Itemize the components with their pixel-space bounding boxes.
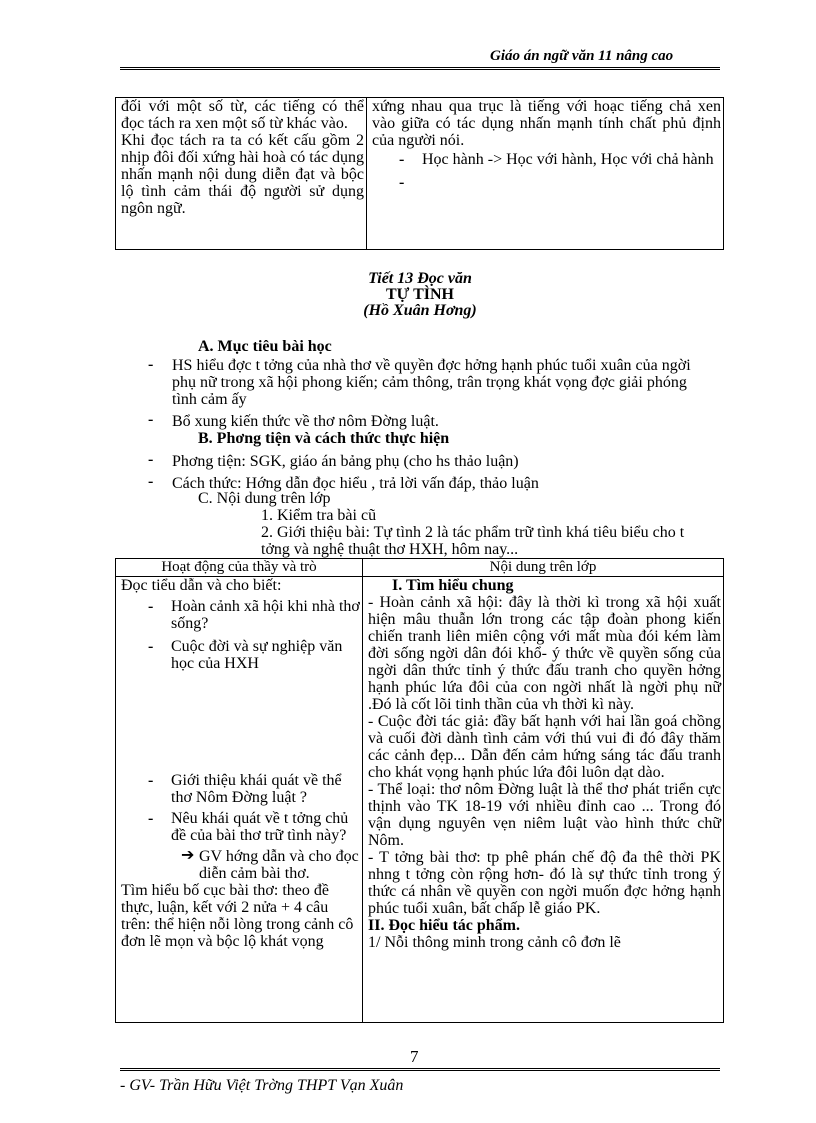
right-para-3: - Thể loại: thơ nôm Đờng luật là thể thơ phát triển cực thịnh vào TK 18-19 với nhiều đỉnh cao ... Trong đó vận dụng nguyên vẹn niêm luật vào hình thức chữ Nôm. [368,781,721,849]
section-c-item-2: 2. Giới thiệu bài: Tự tình 2 là tác phẩm trữ tình khá tiêu biểu cho t tởng và nghệ thuật thơ HXH, hôm nay... [261,524,685,558]
dash-icon: - [148,356,154,373]
page-number: 7 [410,1047,419,1066]
right-heading-1: I. Tìm hiểu chung [392,577,514,594]
section-c-heading: C. Nội dung trên lớp [198,490,331,507]
left-intro: Đọc tiểu dẫn và cho biết: [121,577,282,594]
poem-author: (Hồ Xuân Hơng) [363,302,477,319]
footer-text: - GV- Trần Hữu Việt Trờng THPT Vạn Xuân [120,1077,404,1094]
poem-title: TỰ TÌNH [385,286,454,303]
top-table-left-cell [116,98,367,250]
top-right-bullet-1 [372,151,721,168]
top-left-para-2: Khi đọc tách ra ta có kết cấu gồm 2 nhịp đôi đối xứng hài hoà có tác dụng nhấn mạnh nội dung diễn đạt và bộc lộ tình cảm thái độ người sử dụng ngôn ngữ. [121,132,364,217]
left-question-2: - Cuộc đời và sự nghiệp văn học của HXH [121,638,360,672]
left-question-4: - Nêu khái quát về t tởng chủ đề của bài thơ trữ tình này? [121,810,360,844]
left-arrow-item [121,848,360,882]
dash-icon: - [399,174,405,191]
left-outro: Tìm hiểu bố cục bài thơ: theo đề thực, luận, kết với 2 nửa + 4 câu trên: thể hiện nỗi lòng trong cảnh cô đơn lẽ mọn và bộc lộ khát vọng [121,882,354,950]
section-b-item-2: Cách thức: Hớng dẫn đọc hiểu , trả lời vấn đáp, thảo luận [172,475,539,492]
left-spacer [121,672,360,768]
left-question-3: - Giới thiệu khái quát về thể thơ Nôm Đờng luật ? [121,772,360,806]
dash-icon: - [148,411,154,428]
dash-icon: - [399,151,405,168]
dash-icon: - [148,451,154,468]
right-last: 1/ Nỗi thông minh trong cảnh cô đơn lẽ [368,934,621,951]
content-cell [363,577,724,1023]
top-table-right-cell [367,98,724,250]
header-rule [120,67,720,70]
lesson-title: Tiết 13 Đọc văn [368,270,472,287]
dash-icon: - [148,473,154,490]
top-left-para-1: đối với một số từ, các tiếng có thể đọc tách ra xen một số từ khác vào. [121,98,364,132]
main-table [115,558,724,1023]
arrow-right-icon: ➔ [181,847,195,864]
col-header-activities: Hoạt động của thầy và trò [116,559,363,577]
right-para-4: - T tởng bài thơ: tp phê phán chế độ đa thê thời PK nhng t tởng còn rộng hơn- đó là sự thức tỉnh trong ý thức cá nhân về quyền con ngời muốn đợc hởng hạnh phúc tuổi xuân, bất chấp lễ giáo PK. [368,849,721,917]
footer-rule [120,1068,720,1071]
right-para-1: - Hoàn cảnh xã hội: đây là thời kì trong xã hội xuất hiện mâu thuẫn lớn trong các tập đoàn phong kiến chiến tranh liên miên cộng với mất mùa đói kém làm đời sống ngời dân đói khổ- ý thức về quyền sống của ngời dân thức tỉnh ý thức đấu tranh cho quyền hởng hạnh phúc lứa đôi của con ngời nhất là ngời phụ nữ .Đó là cốt lõi tinh thần của vh thời kì này. [368,594,721,713]
top-table [115,97,724,250]
left-arrow-text: GV hớng dẫn và cho đọc diễn cảm bài thơ. [199,848,359,882]
activities-cell [116,577,363,1023]
section-a-heading: A. Mục tiêu bài học [198,338,332,355]
section-a-item-1: HS hiểu đợc t tởng của nhà thơ về quyền đợc hởng hạnh phúc tuổi xuân của ngời phụ nữ trong xã hội phong kiến; cảm thông, trân trọng khát vọng đợc giải phóng tình cảm ấy [172,357,691,408]
col-header-content: Nội dung trên lớp [363,559,724,577]
section-b-heading: B. Phơng tiện và cách thức thực hiện [198,430,450,447]
header-title: Giáo án ngữ văn 11 nâng cao [490,48,674,64]
right-para-2: - Cuộc đời tác giả: đầy bất hạnh với hai lần goá chồng và cuối đời dành tình cảm với thú vui đi đó đây thăm các cảnh đẹp... Dẫn đến cảm hứng sáng tác đấu tranh cho khát vọng hạnh phúc lứa đôi luôn dạt dào. [368,713,721,781]
top-right-bullet-2 [372,174,721,191]
top-right-para: xứng nhau qua trục là tiếng với hoạc tiếng chả xen vào giữa có tác dụng nhấn mạnh tính chất phủ định của người nói. [372,98,721,149]
section-b-item-1: Phơng tiện: SGK, giáo án bảng phụ (cho hs thảo luận) [172,453,519,470]
section-c-item-1: 1. Kiểm tra bài cũ [261,507,377,524]
right-heading-2: II. Đọc hiểu tác phẩm. [368,917,521,934]
section-a-item-2: Bổ xung kiến thức về thơ nôm Đờng luật. [172,413,439,430]
left-question-1: - Hoàn cảnh xã hội khi nhà thơ sống? [121,598,360,632]
top-right-bullet-text: Học hành -> Học với hành, Học với chả hành [422,151,714,168]
